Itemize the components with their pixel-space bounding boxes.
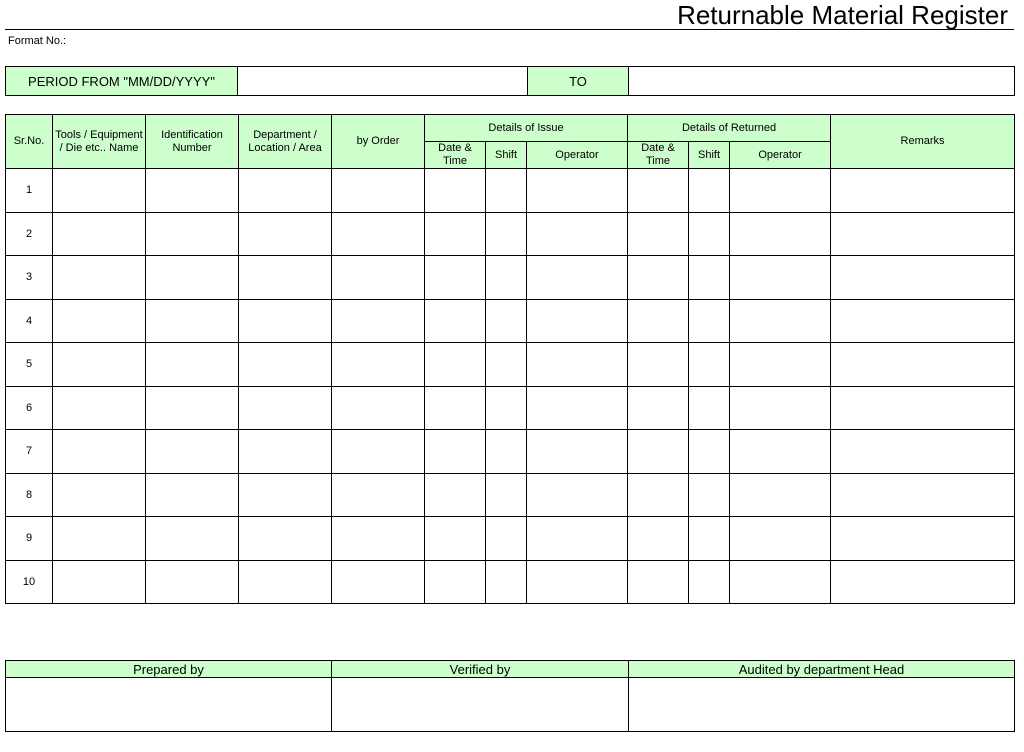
table-row [6, 256, 1015, 300]
cell-returned-shift[interactable] [689, 343, 730, 387]
cell-returned-operator[interactable] [730, 343, 831, 387]
cell-identification-number[interactable] [146, 169, 239, 213]
cell-returned-shift[interactable] [689, 560, 730, 604]
cell-remarks[interactable] [831, 256, 1015, 300]
row-sr-no: 9 [6, 517, 53, 561]
row-sr-no: 10 [6, 560, 53, 604]
cell-returned-operator[interactable] [730, 517, 831, 561]
cell-department-location[interactable] [239, 430, 332, 474]
cell-returned-shift[interactable] [689, 430, 730, 474]
cell-by-order[interactable] [332, 343, 425, 387]
title-divider [5, 29, 1014, 30]
cell-issue-operator[interactable] [527, 343, 628, 387]
cell-tools-name[interactable] [53, 256, 146, 300]
cell-issue-shift[interactable] [486, 343, 527, 387]
row-sr-no: 3 [6, 256, 53, 300]
cell-identification-number[interactable] [146, 473, 239, 517]
cell-issue-operator[interactable] [527, 386, 628, 430]
cell-issue-date-time[interactable] [425, 473, 486, 517]
cell-issue-shift[interactable] [486, 256, 527, 300]
cell-returned-operator[interactable] [730, 212, 831, 256]
cell-remarks[interactable] [831, 473, 1015, 517]
cell-remarks[interactable] [831, 212, 1015, 256]
cell-issue-date-time[interactable] [425, 212, 486, 256]
table-row [6, 473, 1015, 517]
cell-issue-date-time[interactable] [425, 386, 486, 430]
cell-remarks[interactable] [831, 560, 1015, 604]
cell-issue-shift[interactable] [486, 212, 527, 256]
cell-issue-operator[interactable] [527, 256, 628, 300]
period-to-label: TO [528, 67, 629, 96]
table-row [6, 517, 1015, 561]
cell-issue-operator[interactable] [527, 169, 628, 213]
cell-identification-number[interactable] [146, 212, 239, 256]
cell-identification-number[interactable] [146, 430, 239, 474]
cell-returned-date-time[interactable] [628, 343, 689, 387]
period-from-field[interactable] [238, 67, 528, 96]
cell-remarks[interactable] [831, 386, 1015, 430]
cell-returned-date-time[interactable] [628, 256, 689, 300]
audited-by-label: Audited by department Head [629, 661, 1015, 678]
header-identification-number: Identification Number [146, 115, 239, 169]
cell-department-location[interactable] [239, 517, 332, 561]
cell-returned-shift[interactable] [689, 517, 730, 561]
cell-issue-date-time[interactable] [425, 299, 486, 343]
cell-tools-name[interactable] [53, 169, 146, 213]
signature-table [5, 660, 1015, 732]
header-by-order: by Order [332, 115, 425, 169]
cell-returned-shift[interactable] [689, 212, 730, 256]
cell-returned-date-time[interactable] [628, 212, 689, 256]
prepared-by-signature-field[interactable] [6, 678, 332, 732]
header-sr-no: Sr.No. [6, 115, 53, 169]
cell-remarks[interactable] [831, 517, 1015, 561]
row-sr-no: 7 [6, 430, 53, 474]
cell-department-location[interactable] [239, 473, 332, 517]
cell-department-location[interactable] [239, 560, 332, 604]
header-issue-date-time: Date & Time [425, 142, 486, 169]
cell-tools-name[interactable] [53, 299, 146, 343]
cell-returned-operator[interactable] [730, 386, 831, 430]
cell-by-order[interactable] [332, 517, 425, 561]
cell-returned-operator[interactable] [730, 560, 831, 604]
cell-identification-number[interactable] [146, 517, 239, 561]
cell-issue-shift[interactable] [486, 517, 527, 561]
cell-returned-shift[interactable] [689, 386, 730, 430]
cell-issue-shift[interactable] [486, 386, 527, 430]
header-issue-operator: Operator [527, 142, 628, 169]
cell-returned-date-time[interactable] [628, 473, 689, 517]
cell-department-location[interactable] [239, 256, 332, 300]
cell-returned-shift[interactable] [689, 169, 730, 213]
cell-remarks[interactable] [831, 343, 1015, 387]
table-row [6, 299, 1015, 343]
cell-returned-date-time[interactable] [628, 169, 689, 213]
verified-by-label: Verified by [332, 661, 629, 678]
cell-department-location[interactable] [239, 343, 332, 387]
table-row [6, 343, 1015, 387]
cell-issue-operator[interactable] [527, 560, 628, 604]
cell-issue-date-time[interactable] [425, 343, 486, 387]
cell-returned-shift[interactable] [689, 256, 730, 300]
cell-by-order[interactable] [332, 386, 425, 430]
cell-remarks[interactable] [831, 299, 1015, 343]
table-row [6, 386, 1015, 430]
cell-department-location[interactable] [239, 169, 332, 213]
cell-department-location[interactable] [239, 386, 332, 430]
cell-issue-date-time[interactable] [425, 256, 486, 300]
cell-returned-date-time[interactable] [628, 430, 689, 474]
format-number-label: Format No.: [8, 35, 67, 47]
header-remarks: Remarks [831, 115, 1015, 169]
header-returned-shift: Shift [689, 142, 730, 169]
row-sr-no: 5 [6, 343, 53, 387]
cell-returned-date-time[interactable] [628, 560, 689, 604]
header-department-location: Department / Location / Area [239, 115, 332, 169]
period-to-field[interactable] [629, 67, 1015, 96]
prepared-by-label: Prepared by [6, 661, 332, 678]
cell-by-order[interactable] [332, 430, 425, 474]
cell-returned-date-time[interactable] [628, 517, 689, 561]
cell-tools-name[interactable] [53, 560, 146, 604]
table-row [6, 560, 1015, 604]
cell-tools-name[interactable] [53, 517, 146, 561]
cell-issue-operator[interactable] [527, 473, 628, 517]
cell-returned-operator[interactable] [730, 299, 831, 343]
row-sr-no: 6 [6, 386, 53, 430]
header-details-of-returned: Details of Returned [628, 115, 831, 142]
cell-tools-name[interactable] [53, 473, 146, 517]
header-tools-name: Tools / Equipment / Die etc.. Name [53, 115, 146, 169]
table-row [6, 169, 1015, 213]
period-from-label: PERIOD FROM "MM/DD/YYYY" [6, 67, 238, 96]
header-returned-date-time: Date & Time [628, 142, 689, 169]
cell-issue-operator[interactable] [527, 517, 628, 561]
cell-identification-number[interactable] [146, 343, 239, 387]
cell-returned-operator[interactable] [730, 430, 831, 474]
audited-by-signature-field[interactable] [629, 678, 1015, 732]
cell-tools-name[interactable] [53, 430, 146, 474]
cell-identification-number[interactable] [146, 299, 239, 343]
cell-by-order[interactable] [332, 256, 425, 300]
cell-issue-operator[interactable] [527, 430, 628, 474]
cell-by-order[interactable] [332, 473, 425, 517]
cell-issue-operator[interactable] [527, 299, 628, 343]
cell-identification-number[interactable] [146, 386, 239, 430]
cell-remarks[interactable] [831, 169, 1015, 213]
cell-tools-name[interactable] [53, 212, 146, 256]
cell-identification-number[interactable] [146, 560, 239, 604]
cell-issue-date-time[interactable] [425, 517, 486, 561]
cell-returned-operator[interactable] [730, 169, 831, 213]
cell-returned-operator[interactable] [730, 473, 831, 517]
header-issue-shift: Shift [486, 142, 527, 169]
cell-department-location[interactable] [239, 299, 332, 343]
cell-issue-operator[interactable] [527, 212, 628, 256]
cell-returned-shift[interactable] [689, 299, 730, 343]
cell-issue-date-time[interactable] [425, 560, 486, 604]
cell-returned-date-time[interactable] [628, 386, 689, 430]
header-details-of-issue: Details of Issue [425, 115, 628, 142]
cell-identification-number[interactable] [146, 256, 239, 300]
cell-returned-date-time[interactable] [628, 299, 689, 343]
page-title: Returnable Material Register [677, 0, 1008, 30]
cell-issue-shift[interactable] [486, 169, 527, 213]
cell-by-order[interactable] [332, 299, 425, 343]
cell-issue-shift[interactable] [486, 560, 527, 604]
cell-issue-shift[interactable] [486, 430, 527, 474]
cell-by-order[interactable] [332, 212, 425, 256]
cell-remarks[interactable] [831, 430, 1015, 474]
register-table [5, 114, 1015, 604]
cell-returned-operator[interactable] [730, 256, 831, 300]
cell-issue-date-time[interactable] [425, 430, 486, 474]
header-returned-operator: Operator [730, 142, 831, 169]
row-sr-no: 8 [6, 473, 53, 517]
cell-by-order[interactable] [332, 560, 425, 604]
row-sr-no: 2 [6, 212, 53, 256]
cell-department-location[interactable] [239, 212, 332, 256]
table-row [6, 212, 1015, 256]
row-sr-no: 4 [6, 299, 53, 343]
row-sr-no: 1 [6, 169, 53, 213]
cell-by-order[interactable] [332, 169, 425, 213]
table-row [6, 430, 1015, 474]
cell-tools-name[interactable] [53, 343, 146, 387]
cell-issue-date-time[interactable] [425, 169, 486, 213]
cell-tools-name[interactable] [53, 386, 146, 430]
verified-by-signature-field[interactable] [332, 678, 629, 732]
cell-issue-shift[interactable] [486, 473, 527, 517]
cell-returned-shift[interactable] [689, 473, 730, 517]
period-table [5, 66, 1015, 96]
cell-issue-shift[interactable] [486, 299, 527, 343]
